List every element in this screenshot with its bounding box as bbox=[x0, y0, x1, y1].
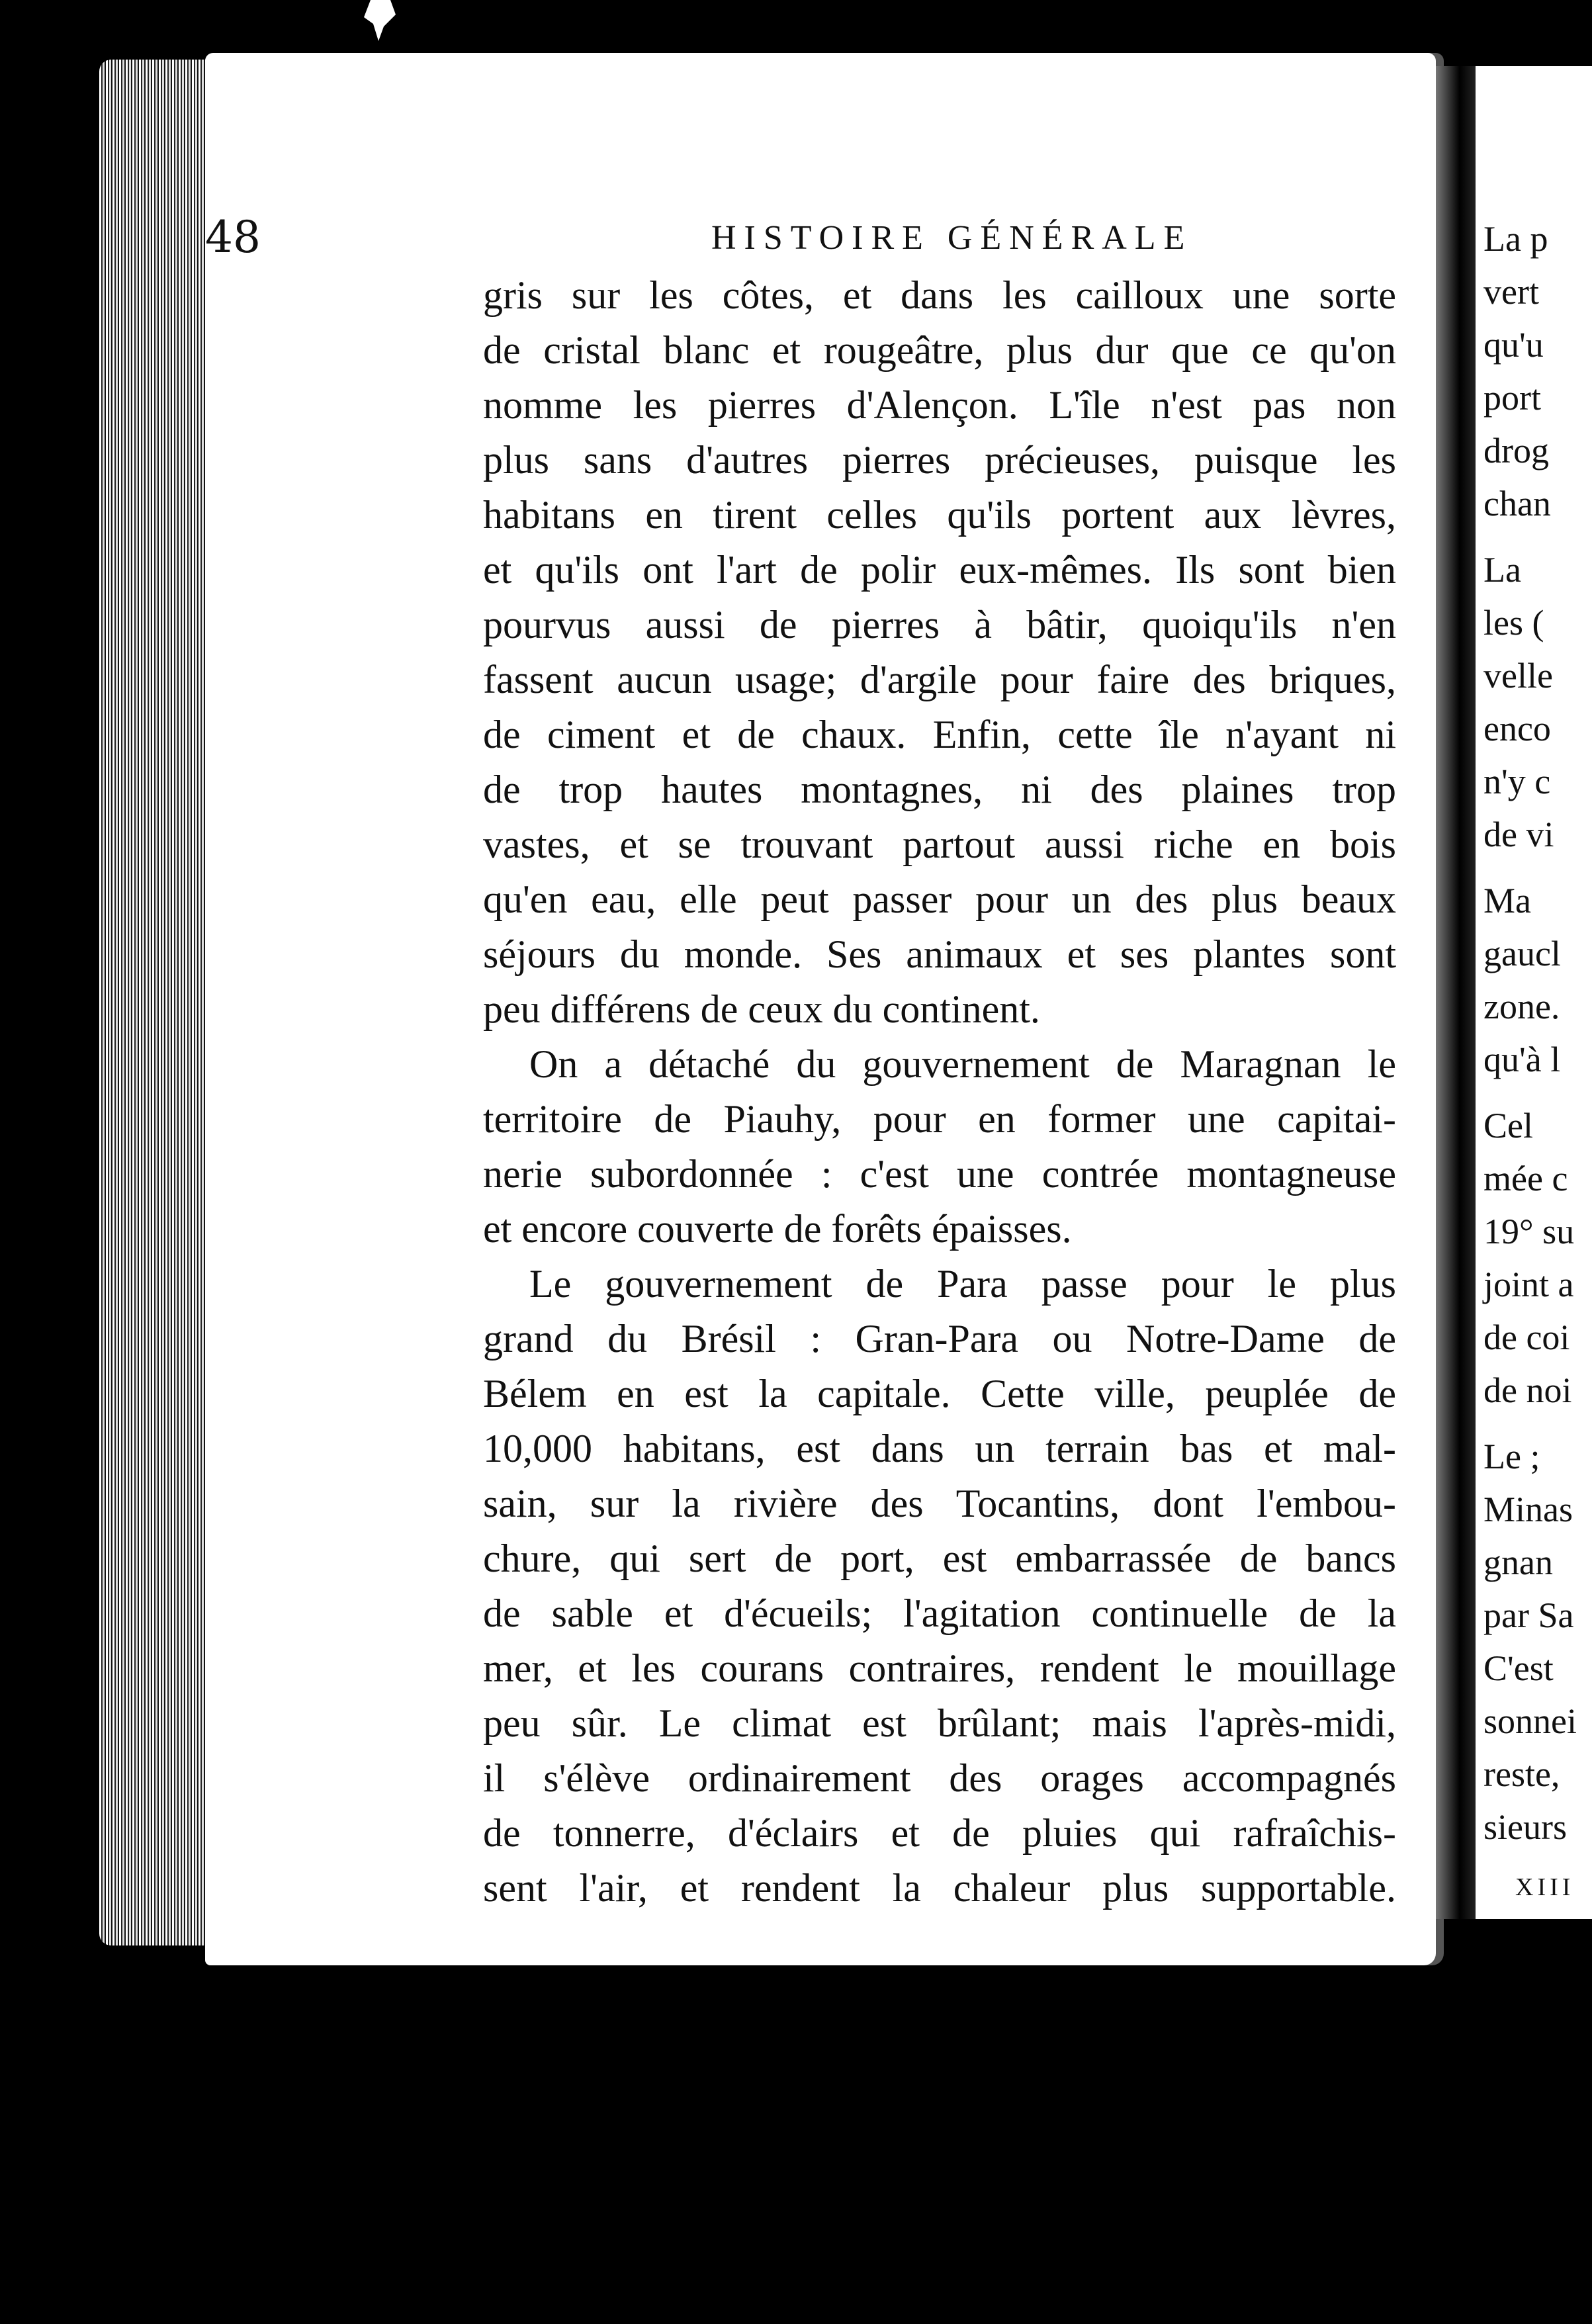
signature-mark: XIII bbox=[1515, 1873, 1575, 1901]
next-page-strip bbox=[1476, 66, 1592, 1919]
text-line: sent l'air, et rendent la chaleur plus supportable. bbox=[483, 1866, 1396, 1910]
next-page-line: velle bbox=[1483, 656, 1553, 695]
next-page-line: Cel bbox=[1483, 1106, 1533, 1145]
text-line: On a détaché du gouvernement de Maragnan le bbox=[529, 1042, 1396, 1086]
next-page-line: vert bbox=[1483, 272, 1539, 312]
next-page-line: zone. bbox=[1483, 987, 1560, 1026]
text-line: chure, qui sert de port, est embarrassée de bancs bbox=[483, 1537, 1396, 1580]
next-page-line: drog bbox=[1483, 431, 1549, 470]
next-page-line: sonnei bbox=[1483, 1701, 1577, 1741]
next-page-line: gnan bbox=[1483, 1542, 1553, 1582]
text-line: grand du Brésil : Gran-Para ou Notre-Dame de bbox=[483, 1317, 1396, 1361]
text-line: qu'en eau, elle peut passer pour un des plus beaux bbox=[483, 877, 1396, 921]
next-page-line: La bbox=[1483, 550, 1521, 590]
next-page-line: de noi bbox=[1483, 1370, 1572, 1410]
page-number: 48 bbox=[205, 212, 261, 263]
scan-speck bbox=[344, 0, 423, 46]
text-line: Bélem en est la capitale. Cette ville, peuplée de bbox=[483, 1372, 1396, 1415]
text-line: et encore couverte de forêts épaisses. bbox=[483, 1207, 1072, 1251]
next-page-line: joint a bbox=[1483, 1265, 1574, 1304]
text-line: de trop hautes montagnes, ni des plaines trop bbox=[483, 768, 1396, 811]
text-line: il s'élève ordinairement des orages accompagnés bbox=[483, 1756, 1396, 1800]
text-line: peu sûr. Le climat est brûlant; mais l'après-midi, bbox=[483, 1701, 1396, 1745]
next-page-line: 19° su bbox=[1483, 1212, 1575, 1251]
text-line: territoire de Piauhy, pour en former une capitai- bbox=[483, 1097, 1396, 1141]
text-line: séjours du monde. Ses animaux et ses plantes sont bbox=[483, 932, 1396, 976]
next-page-line: gaucl bbox=[1483, 934, 1561, 973]
next-page-line: reste, bbox=[1483, 1754, 1560, 1794]
next-page-line: n'y c bbox=[1483, 762, 1551, 801]
text-line: de tonnerre, d'éclairs et de pluies qui rafraîchis- bbox=[483, 1811, 1396, 1855]
text-line: pourvus aussi de pierres à bâtir, quoiqu'ils n'en bbox=[483, 603, 1396, 647]
next-page-line: sieurs bbox=[1483, 1807, 1567, 1847]
text-line: de sable et d'écueils; l'agitation continuelle de la bbox=[483, 1591, 1396, 1635]
text-line: fassent aucun usage; d'argile pour faire des briques, bbox=[483, 658, 1396, 701]
next-page-line: Ma bbox=[1483, 881, 1531, 920]
text-line: nomme les pierres d'Alençon. L'île n'est pas non bbox=[483, 383, 1396, 427]
next-page-line: de vi bbox=[1483, 815, 1554, 854]
text-line: nerie subordonnée : c'est une contrée montagneuse bbox=[483, 1152, 1396, 1196]
page-edges bbox=[99, 60, 218, 1945]
text-line: gris sur les côtes, et dans les cailloux une sorte bbox=[483, 273, 1396, 317]
text-line: vastes, et se trouvant partout aussi riche en bois bbox=[483, 823, 1396, 866]
next-page-line: qu'u bbox=[1483, 325, 1544, 365]
text-line: 10,000 habitans, est dans un terrain bas et mal- bbox=[483, 1427, 1396, 1470]
text-line: habitans en tirent celles qu'ils portent aux lèvres, bbox=[483, 493, 1396, 537]
next-page-line: Le ; bbox=[1483, 1437, 1540, 1476]
text-line: de ciment et de chaux. Enfin, cette île n'ayant ni bbox=[483, 713, 1396, 756]
next-page-line: Minas bbox=[1483, 1490, 1573, 1529]
next-page-line: C'est bbox=[1483, 1648, 1554, 1688]
book-gutter bbox=[1436, 66, 1476, 1919]
text-line: mer, et les courans contraires, rendent le mouillage bbox=[483, 1646, 1396, 1690]
body-text bbox=[483, 268, 1396, 1916]
next-page-line: qu'à l bbox=[1483, 1040, 1561, 1079]
text-line: peu différens de ceux du continent. bbox=[483, 987, 1040, 1031]
next-page-line: de coi bbox=[1483, 1318, 1570, 1357]
next-page-line: chan bbox=[1483, 484, 1551, 523]
next-page-line: enco bbox=[1483, 709, 1551, 748]
next-page-line: port bbox=[1483, 378, 1541, 418]
next-page-line: mée c bbox=[1483, 1159, 1568, 1198]
text-line: sain, sur la rivière des Tocantins, dont l'embou- bbox=[483, 1482, 1396, 1525]
text-line: de cristal blanc et rougeâtre, plus dur que ce qu'on bbox=[483, 328, 1396, 372]
next-page-line: La p bbox=[1483, 219, 1548, 259]
text-line: et qu'ils ont l'art de polir eux-mêmes. Ils sont bien bbox=[483, 548, 1396, 592]
running-head: HISTOIRE GÉNÉRALE bbox=[711, 219, 1193, 257]
text-line: plus sans d'autres pierres précieuses, puisque les bbox=[483, 438, 1396, 482]
next-page-line: par Sa bbox=[1483, 1595, 1574, 1635]
text-line: Le gouvernement de Para passe pour le plus bbox=[529, 1262, 1396, 1306]
next-page-line: les ( bbox=[1483, 603, 1544, 643]
